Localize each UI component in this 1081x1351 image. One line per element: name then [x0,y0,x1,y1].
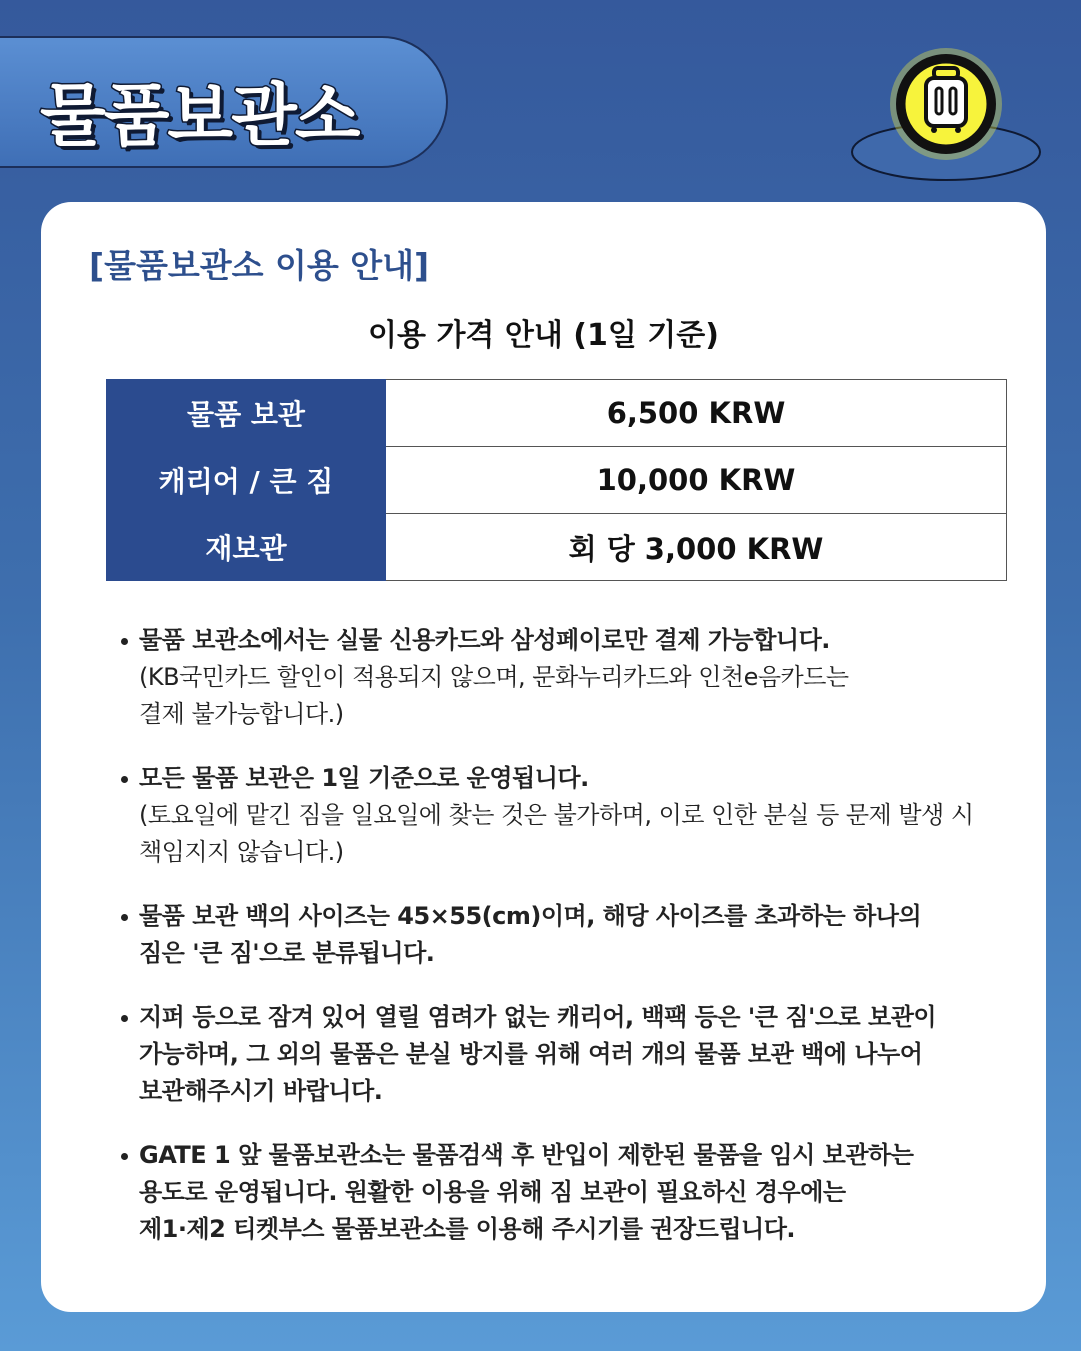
bullet-icon [121,1153,128,1160]
luggage-icon [926,68,966,133]
note-main: 물품 보관 백의 사이즈는 45×55(cm)이며, 해당 사이즈를 초과하는 하나의 짐은 '큰 짐'으로 분류됩니다. [139,902,922,967]
bullet-icon [121,1015,128,1022]
note-main: 지퍼 등으로 잠겨 있어 열릴 염려가 없는 캐리어, 백팩 등은 '큰 짐'으로 보관이 가능하며, 그 외의 물품은 분실 방지를 위해 여러 개의 물품 보관 백에 나누어 보관해주시기 바랍니다. [139,1003,937,1105]
info-card [41,202,1046,1312]
page-title: 물품보관소 [40,77,359,156]
notes-list [119,622,1019,1275]
price-table [106,379,1007,581]
note-sub: (토요일에 맡긴 짐을 일요일에 찾는 것은 불가하며, 이로 인한 분실 등 문제 발생 시 책임지지 않습니다.) [139,801,974,866]
price-label: 캐리어 / 큰 짐 [107,447,386,514]
bullet-icon [121,776,128,783]
luggage-badge [850,46,1042,186]
bullet-icon [121,638,128,645]
price-table-caption: 이용 가격 안내 (1일 기준) [368,318,719,353]
price-label: 물품 보관 [107,380,386,447]
note-item [119,622,1019,733]
price-value: 10,000 KRW [386,447,1007,514]
price-row [107,447,1007,514]
note-item [119,898,1019,972]
price-row [107,514,1007,581]
price-row [107,380,1007,447]
note-main: GATE 1 앞 물품보관소는 물품검색 후 반입이 제한된 물품을 임시 보관하는 용도로 운영됩니다. 원활한 이용을 위해 짐 보관이 필요하신 경우에는 제1·제2 티켓부스 물품보관소를 이용해 주시기를 권장드립니다. [139,1141,914,1243]
price-value: 6,500 KRW [386,380,1007,447]
note-item [119,1137,1019,1248]
price-value: 회 당 3,000 KRW [386,514,1007,581]
section-title: [물품보관소 이용 안내] [89,246,430,285]
note-item [119,999,1019,1110]
note-main: 모든 물품 보관은 1일 기준으로 운영됩니다. [139,764,589,792]
note-item [119,760,1019,871]
note-sub: (KB국민카드 할인이 적용되지 않으며, 문화누리카드와 인천e음카드는 결제 불가능합니다.) [139,663,849,728]
bullet-icon [121,914,128,921]
note-main: 물품 보관소에서는 실물 신용카드와 삼성페이로만 결제 가능합니다. [139,626,830,654]
price-label: 재보관 [107,514,386,581]
